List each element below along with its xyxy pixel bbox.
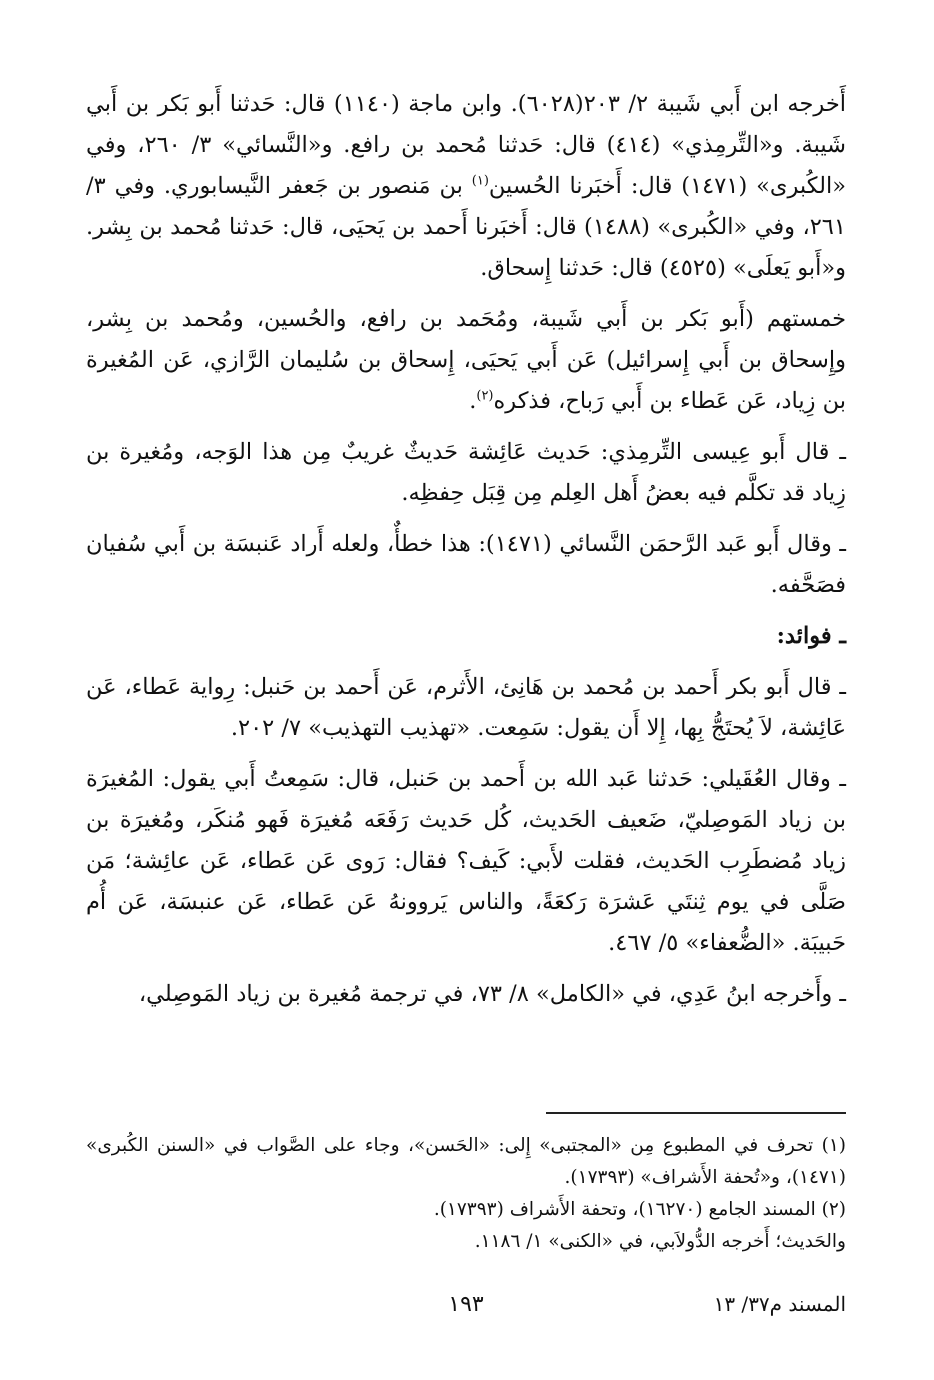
footnote-3: والحَديث؛ أَخرجه الدُّولاَبي، في «الكنى» ١/ ١١٨٦. (474, 1231, 846, 1252)
footnote-separator (546, 1112, 846, 1114)
paragraph-tirmidhi: ـ قال أَبو عِيسى التِّرمِذي: حَديث عَائِشة حَديثٌ غريبٌ مِن هذا الوَجه، ومُغيرة بن زِياد قد تكلَّم فيه بعضُ أَهل العِلم مِن قِبَل حِفظِه. (86, 439, 846, 506)
paragraph-takhrij-text: أَخرجه ابن أَبي شَيبة ٢/ ٢٠٣(٦٠٢٨). وابن ماجة (١١٤٠) قال: حَدثنا أَبو بَكر بن أَبي شَيبة. و«التِّرمِذي» (٤١٤) قال: حَدثنا مُحمد بن رافع. و«النَّسائي» ٣/ ٢٦٠، وفي «الكُبرى» (١٤٧١) قال: أَخبَرنا الحُسين (86, 91, 847, 199)
paragraph-athram: ـ قال أَبو بكر أَحمد بن مُحمد بن هَانِئ، الأَثرم، عَن أَحمد بن حَنبل: رِواية عَطاء، عَن عَائِشة، لاَ يُحتَجُّ بِها، إِلا أَن يقول: سَمِعت. «تهذيب التهذيب» ٧/ ٢٠٢. (86, 674, 846, 741)
paragraph-takhrij (86, 84, 846, 289)
paragraph-uqayli: ـ وقال العُقَيلي: حَدثنا عَبد الله بن أَحمد بن حَنبل، قال: سَمِعتُ أَبي يقول: المُغيرَة بن زياد المَوصِليّ، ضَعيف الحَديث، كُل حَديث رَفَعَه مُغيرَة فَهو مُنكَر، ومُغيرَة بن زياد مُضطَرِب الحَديث، فقلت لأَبي: كَيف؟ فقال: رَوى عَن عَطاء، عَن عائِشة؛ مَن صَلَّى في يوم ثِنتَي عَشرَة رَكعَةً، والناس يَروونهُ عَن عَطاء، عَن عنبسَة، عَن أُم حَبيبَة. «الضُّعفاء» ٥/ ٤٦٧. (86, 766, 846, 956)
page-footer (86, 1292, 846, 1322)
volume-signature: المسند م٣٧/ ١٣ (713, 1292, 846, 1316)
heading-fawaid: ـ فوائد: (776, 623, 846, 649)
footnote-1: (١) تحرف في المطبوع مِن «المجتبى» إِلى: «الحَسن»، وجاء على الصَّواب في «السنن الكُبرى» (١٤٧١)، و«تُحفة الأَشراف» (١٧٣٩٣). (86, 1135, 846, 1188)
paragraph-khamsatuhum (86, 299, 846, 422)
footnote-ref-2: (٢) (476, 388, 494, 404)
paragraph-khamsatuhum-end: . (469, 388, 477, 414)
paragraph-nasai: ـ وقال أَبو عَبد الرَّحمَن النَّسائي (١٤٧١): هذا خطأٌ، ولعله أَراد عَنبسَة بن أَبي سُفيان فصَحَّفه. (86, 531, 846, 598)
paragraph-khamsatuhum-text: خمستهم (أَبو بَكر بن أَبي شَيبة، ومُحَمد بن رافع، والحُسين، ومُحمد بن بِشر، وإِسحاق بن أَبي إِسرائيل) عَن أَبي يَحيَى، إِسحاق بن سُليمان الرَّازي، عَن المُغيرة بن زِياد، عَن عَطاء بن أَبي رَباح، فذكره (86, 306, 846, 414)
main-text (86, 84, 846, 1025)
footnote-ref-1: (١) (471, 173, 489, 189)
footnote-2: (٢) المسند الجامع (١٦٢٧٠)، وتحفة الأَشراف (١٧٣٩٣). (433, 1199, 846, 1220)
page-number: ١٩٣ (448, 1292, 484, 1317)
footnotes (86, 1130, 846, 1258)
paragraph-takhrij-rest: بن مَنصور بن جَعفر النَّيسابوري. وفي ٣/ ٢٦١، وفي «الكُبرى» (١٤٨٨) قال: أَخبَرنا أَحمد بن يَحيَى، قال: حَدثنا مُحمد بن بِشر. و«أَبو يَعلَى» (٤٥٢٥) قال: حَدثنا إِسحاق. (86, 173, 846, 281)
paragraph-ibn-adi: ـ وأَخرجه ابنُ عَدِي، في «الكامل» ٨/ ٧٣، في ترجمة مُغيرة بن زياد المَوصِلي، (138, 981, 846, 1007)
